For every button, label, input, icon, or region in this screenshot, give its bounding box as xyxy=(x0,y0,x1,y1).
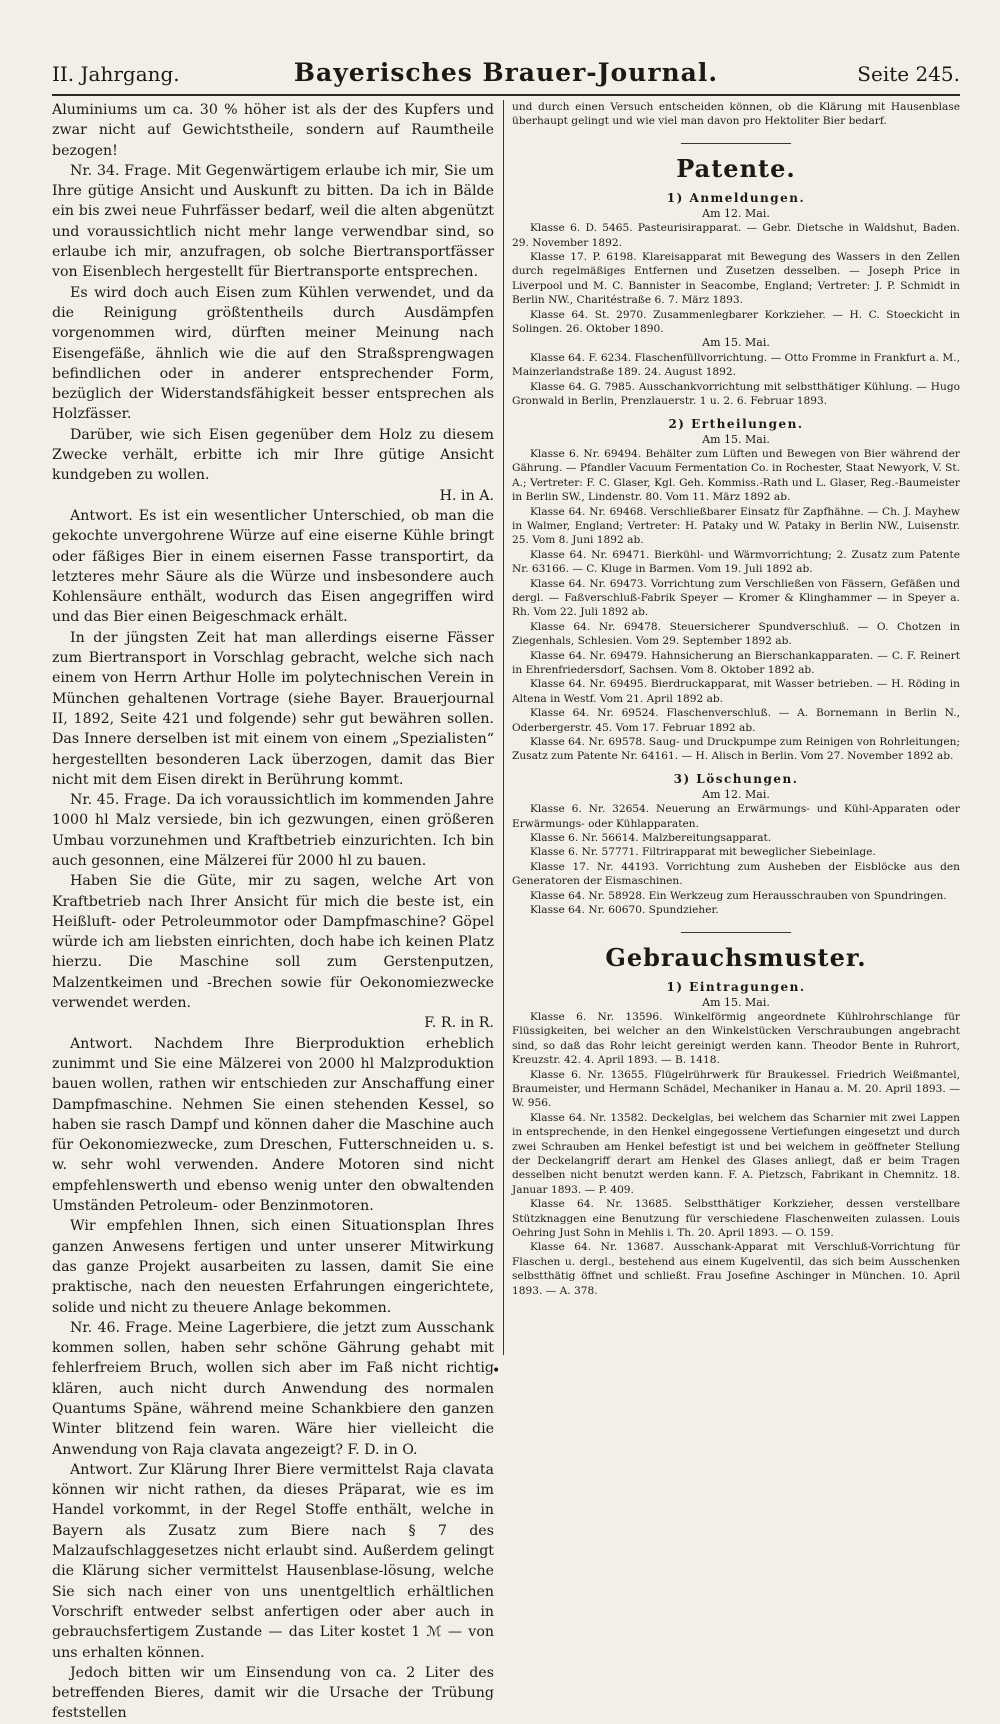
entry: Klasse 64. St. 2970. Zusammenlegbarer Korkzieher. — H. C. Stoeckicht in Solingen. 26. Oktober 1890. xyxy=(512,308,960,336)
columns xyxy=(52,100,960,1722)
answer-45: Antwort. Nachdem Ihre Bierproduktion erheblich zunimmt und Sie eine Mälzerei von 2000 hl Malzproduktion bauen wollen, rathen wir entschieden zur Anschaffung einer Dampfmaschine. Nehmen Sie einen stehenden Kessel, so haben sie rasch Dampf und können daher die Maschine auch für Oekonomiezwecke, zum Dreschen, Futterschneiden u. s. w. sehr wohl verwenden. Andere Motoren sind nicht empfehlenswerth und ebenso wenig unter den obwaltenden Umständen Petroleum- oder Benzinmotoren. xyxy=(52,1035,494,1215)
right-column xyxy=(512,100,960,1355)
paragraph: Wir empfehlen Ihnen, sich einen Situationsplan Ihres ganzen Anwesens fertigen und unter unserer Mitwirkung das ganze Projekt ausarbeiten zu lassen, damit Sie eine praktische, nach den neuesten Erfahrungen eingerichtete, solide und nicht zu theuere Anlage bekommen. xyxy=(52,1218,494,1316)
paragraph: Es wird doch auch Eisen zum Kühlen verwendet, und da die Reinigung größtentheils durch Ausdämpfen vorgenommen wird, dürften meiner Meinung nach Eisengefäße, ähnlich wie die auf den Straßsprengwagen befindlichen oder in anderer entsprechender Form, bezüglich der Widerstandsfähigkeit besser entsprechen als Holzfässer. xyxy=(52,284,494,423)
entry: Klasse 6. Nr. 32654. Neuerung an Erwärmungs- und Kühl-Apparaten oder Erwärmungs- oder Kühlapparaten. xyxy=(512,803,960,830)
entry: Klasse 64. G. 7985. Ausschankvorrichtung mit selbstthätiger Kühlung. — Hugo Gronwald in Berlin, Prenzlauerstr. 1 u. 2. 6. Februar 1893. xyxy=(512,380,960,408)
subsection-title: 1) Eintragungen. xyxy=(666,979,806,994)
footer-mark: • xyxy=(492,1363,501,1379)
entry: Klasse 64. Nr. 13582. Deckelglas, bei welchem das Scharnier mit zwei Lappen in entsprechende, in den Henkel eingegossene Vertiefungen eingesetzt und durch zwei Schrauben am Henkel befestigt ist und bei welchem in geöffneter Stellung der Deckelangriff derart am Henkel des Glases anliegt, daß er beim Tragen desselben nicht benutzt werden kann. F. A. Pietzsch, Fabrikant in Chemnitz. 18. Januar 1893. — P. 409. xyxy=(512,1111,960,1196)
page-header xyxy=(52,58,960,90)
section-title-gebrauchsmuster: Gebrauchsmuster. xyxy=(605,942,867,972)
entry: Klasse 64. Nr. 69495. Bierdruckapparat, mit Wasser betrieben. — H. Röding in Altena in Westf. Vom 21. April 1892 ab. xyxy=(512,678,960,705)
question-34: Nr. 34. Frage. Mit Gegenwärtigem erlaube ich mir, Sie um Ihre gütige Ansicht und Auskunft zu bitten. Da ich in Bälde ein bis zwei neue Fuhrfässer bedarf, weil die alten abgenützt und voraussichtlich nicht mehr lange verwendbar sind, so erlaube ich mir, anzufragen, ob solche Biertransportfässer von Eisenblech hergestellt für Biertransporte entsprechen. xyxy=(52,162,494,281)
entry: Klasse 17. P. 6198. Klareisapparat mit Bewegung des Wassers in den Zellen durch regelmäßiges Entfernen und Zusetzen desselben. — Joseph Price in Liverpool und M. C. Bannister in Seacombe, England; Vertreter: J. P. Schmidt in Berlin NW., Charitéstraße 6. 7. März 1893. xyxy=(512,251,960,307)
column-divider xyxy=(503,100,504,1355)
signature: H. in A. xyxy=(439,487,494,504)
entry: Klasse 6. Nr. 13596. Winkelförmig angeordnete Kühlrohrschlange für Flüssigkeiten, bei welcher an den Winkelstücken Verschraubungen angebracht sind, so daß das Rohr leicht gereinigt werden kann. Theodor Bente in Ruhrort, Kreuzstr. 42. 4. April 1893. — B. 1418. xyxy=(512,1010,960,1067)
entry: Klasse 6. Nr. 56614. Malzbereitungsapparat. xyxy=(530,832,772,845)
section-rule xyxy=(681,932,791,933)
paragraph: und durch einen Versuch entscheiden können, ob die Klärung mit Hausenblase überhaupt gelingt und wie viel man davon pro Hektoliter Bier bedarf. xyxy=(512,101,960,128)
left-column xyxy=(52,100,494,1722)
date-line: Am 12. Mai. xyxy=(702,787,770,801)
entry: Klasse 64. F. 6234. Flaschenfüllvorrichtung. — Otto Fromme in Frankfurt a. M., Mainzerlandstraße 189. 24. August 1892. xyxy=(512,351,960,379)
entry: Klasse 64. Nr. 13687. Ausschank-Apparat mit Verschluß-Vorrichtung für Flaschen u. dergl., bestehend aus einem Kugelventil, das sich beim Ausschenken selbstthätig öffnet und schließt. Frau Josefine Aschinger in München. 10. April 1893. — A. 378. xyxy=(512,1241,960,1297)
date-line: Am 15. Mai. xyxy=(702,336,770,350)
date-line: Am 12. Mai. xyxy=(702,206,770,220)
entry: Klasse 64. Nr. 69478. Steuersicherer Spundverschluß. — O. Chotzen in Ziegenhals, Schlesien. Vom 29. September 1892 ab. xyxy=(512,620,960,648)
section-rule xyxy=(681,143,791,144)
entry: Klasse 64. Nr. 69524. Flaschenverschluß. — A. Bornemann in Berlin N., Oderbergerstr. 45. Vom 17. Februar 1892 ab. xyxy=(512,707,960,734)
journal-title: Bayerisches Brauer-Journal. xyxy=(293,58,719,87)
entry: Klasse 17. Nr. 44193. Vorrichtung zum Ausheben der Eisblöcke aus den Generatoren der Eismaschinen. xyxy=(512,860,960,888)
paragraph: Jedoch bitten wir um Einsendung von ca. 2 Liter des betreffenden Bieres, damit wir die Ursache der Trübung feststellen xyxy=(52,1664,494,1722)
answer-46: Antwort. Zur Klärung Ihrer Biere vermittelst Raja clavata können wir nicht rathen, da dieses Präparat, wie es im Handel vorkommt, in der Regel Stoffe enthält, welche in Bayern als Zusatz zum Biere nach § 7 des Malzaufschlaggesetzes nicht erlaubt sind. Außerdem gelingt die Klärung sicher vermittelst Hausenblase-lösung, welche Sie sich nach einer von uns unentgeltlich erhältlichen Vorschrift entweder selbst anfertigen oder aber auch in gebrauchsfertigem Zustande — das Liter kostet 1 ℳ — von uns erhalten können. xyxy=(52,1461,494,1661)
section-title-patente: Patente. xyxy=(676,153,796,183)
subsection-title: 1) Anmeldungen. xyxy=(666,190,806,205)
entry: Klasse 64. Nr. 69578. Saug- und Druckpumpe zum Reinigen von Rohrleitungen; Zusatz zum Patente Nr. 64161. — H. Alisch in Berlin. Vom 27. November 1892 ab. xyxy=(512,736,960,763)
question-45: Nr. 45. Frage. Da ich voraussichtlich im kommenden Jahre 1000 hl Malz versiede, bin ich gezwungen, einen größeren Umbau vorzunehmen und Kraftbetrieb einzurichten. Ich bin auch gesonnen, eine Mälzerei für 2000 hl zu bauen. xyxy=(52,792,494,869)
entry: Klasse 64. Nr. 13685. Selbstthätiger Korkzieher, dessen verstellbare Stützknaggen eine Benutzung für verschiedene Flaschenweiten zulassen. Louis Oehring Just Sohn in Mehlis i. Th. 20. April 1893. — O. 159. xyxy=(512,1198,960,1239)
paragraph: Haben Sie die Güte, mir zu sagen, welche Art von Kraftbetrieb nach Ihrer Ansicht für mich die beste ist, ein Heißluft- oder Petroleummotor oder Dampfmaschine? Göpel würde ich am liebsten einrichten, doch habe ich keinen Platz hierzu. Die Maschine soll zum Gerstenputzen, Malzentkeimen und -Brechen sowie für Oekonomiezwecke verwendet werden. xyxy=(52,873,494,1012)
entry: Klasse 6. Nr. 57771. Filtrirapparat mit beweglicher Siebeinlage. xyxy=(530,846,876,859)
answer-34: Antwort. Es ist ein wesentlicher Unterschied, ob man die gekochte unvergohrene Würze auf eine eiserne Kühle bringt oder fäßiges Bier in einem eisernen Fasse transportirt, da letzteres mehr Säure als die Würze und insbesondere auch Kohlensäure enthält, wodurch das Eisen angegriffen wird und das Bier einen Beigeschmack erhält. xyxy=(52,507,494,626)
entry: Klasse 64. Nr. 69471. Bierkühl- und Wärmvorrichtung; 2. Zusatz zum Patente Nr. 63166. — C. Kluge in Barmen. Vom 19. Juli 1892 ab. xyxy=(512,548,960,576)
entry: Klasse 64. Nr. 69473. Vorrichtung zum Verschließen von Fässern, Gefäßen und dergl. — Faßverschluß-Fabrik Speyer — Kromer & Klinghammer — in Speyer a. Rh. Vom 22. Juli 1892 ab. xyxy=(512,577,960,619)
page-number: Seite 245. xyxy=(857,62,960,86)
date-line: Am 15. Mai. xyxy=(702,995,770,1009)
paragraph: Aluminiums um ca. 30 % höher ist als der des Kupfers und zwar nicht auf Gewichtstheile, sondern auf Raumtheile bezogen! xyxy=(52,102,494,159)
entry: Klasse 64. Nr. 58928. Ein Werkzeug zum Herausschrauben von Spundringen. xyxy=(530,889,947,902)
subsection-title: 2) Ertheilungen. xyxy=(668,416,804,431)
volume-label: II. Jahrgang. xyxy=(52,62,180,86)
entry: Klasse 6. Nr. 69494. Behälter zum Lüften und Bewegen von Bier während der Gährung. — Pfandler Vacuum Fermentation Co. in Rochester, Staat Newyork, V. St. A.; Vertreter: F. C. Glaser, Kgl. Geh. Kommiss.-Rath und L. Glaser, Reg.-Baumeister in Berlin SW., Lindenstr. 80. Vom 11. März 1892 ab. xyxy=(512,447,960,504)
entry: Klasse 64. Nr. 60670. Spundzieher. xyxy=(530,904,719,917)
entry: Klasse 6. D. 5465. Pasteurisirapparat. — Gebr. Dietsche in Waldshut, Baden. 29. November 1892. xyxy=(512,222,960,249)
paragraph: Darüber, wie sich Eisen gegenüber dem Holz zu diesem Zwecke verhält, erbitte ich mir Ihre gütige Ansicht kundgeben zu wollen. xyxy=(52,426,494,484)
entry: Klasse 64. Nr. 69468. Verschließbarer Einsatz für Zapfhähne. — Ch. J. Mayhew in Walmer, England; Vertreter: H. Pataky und W. Pataky in Berlin NW., Luisenstr. 25. Vom 8. Juni 1892 ab. xyxy=(512,505,960,547)
date-line: Am 15. Mai. xyxy=(702,432,770,446)
subsection-title: 3) Löschungen. xyxy=(673,771,799,786)
paragraph: In der jüngsten Zeit hat man allerdings eiserne Fässer zum Biertransport in Vorschlag gebracht, welche sich nach einem von Herrn Arthur Holle im polytechnischen Verein in München gehaltenen Vortrage (siehe Bayer. Brauerjournal II, 1892, Seite 421 und folgende) sehr gut bewähren sollen. Das Innere derselben ist mit einem von einem „Spezialisten“ hergestellten besonderen Lack überzogen, damit das Bier nicht mit dem Eisen direkt in Berührung kommt. xyxy=(52,629,494,788)
signature: F. R. in R. xyxy=(424,1015,494,1032)
entry: Klasse 6. Nr. 13655. Flügelrührwerk für Braukessel. Friedrich Weißmantel, Braumeister, und Hermann Schädel, Mechaniker in Hanau a. M. 20. April 1893. — W. 956. xyxy=(512,1068,960,1110)
header-rule xyxy=(52,94,960,96)
entry: Klasse 64. Nr. 69479. Hahnsicherung an Bierschankapparaten. — C. F. Reinert in Ehrenfriedersdorf, Sachsen. Vom 8. Oktober 1892 ab. xyxy=(512,649,960,676)
question-46: Nr. 46. Frage. Meine Lagerbiere, die jetzt zum Ausschank kommen sollen, haben sehr schöne Gährung gehabt mit fehlerfreiem Bruch, wollen sich aber im Faß nicht richtig klären, auch nicht durch Anwendung des normalen Quantums Späne, während meine Schankbiere den ganzen Winter blitzend fein waren. Wäre hier vielleicht die Anwendung von Raja clavata angezeigt? F. D. in O. xyxy=(52,1319,494,1458)
